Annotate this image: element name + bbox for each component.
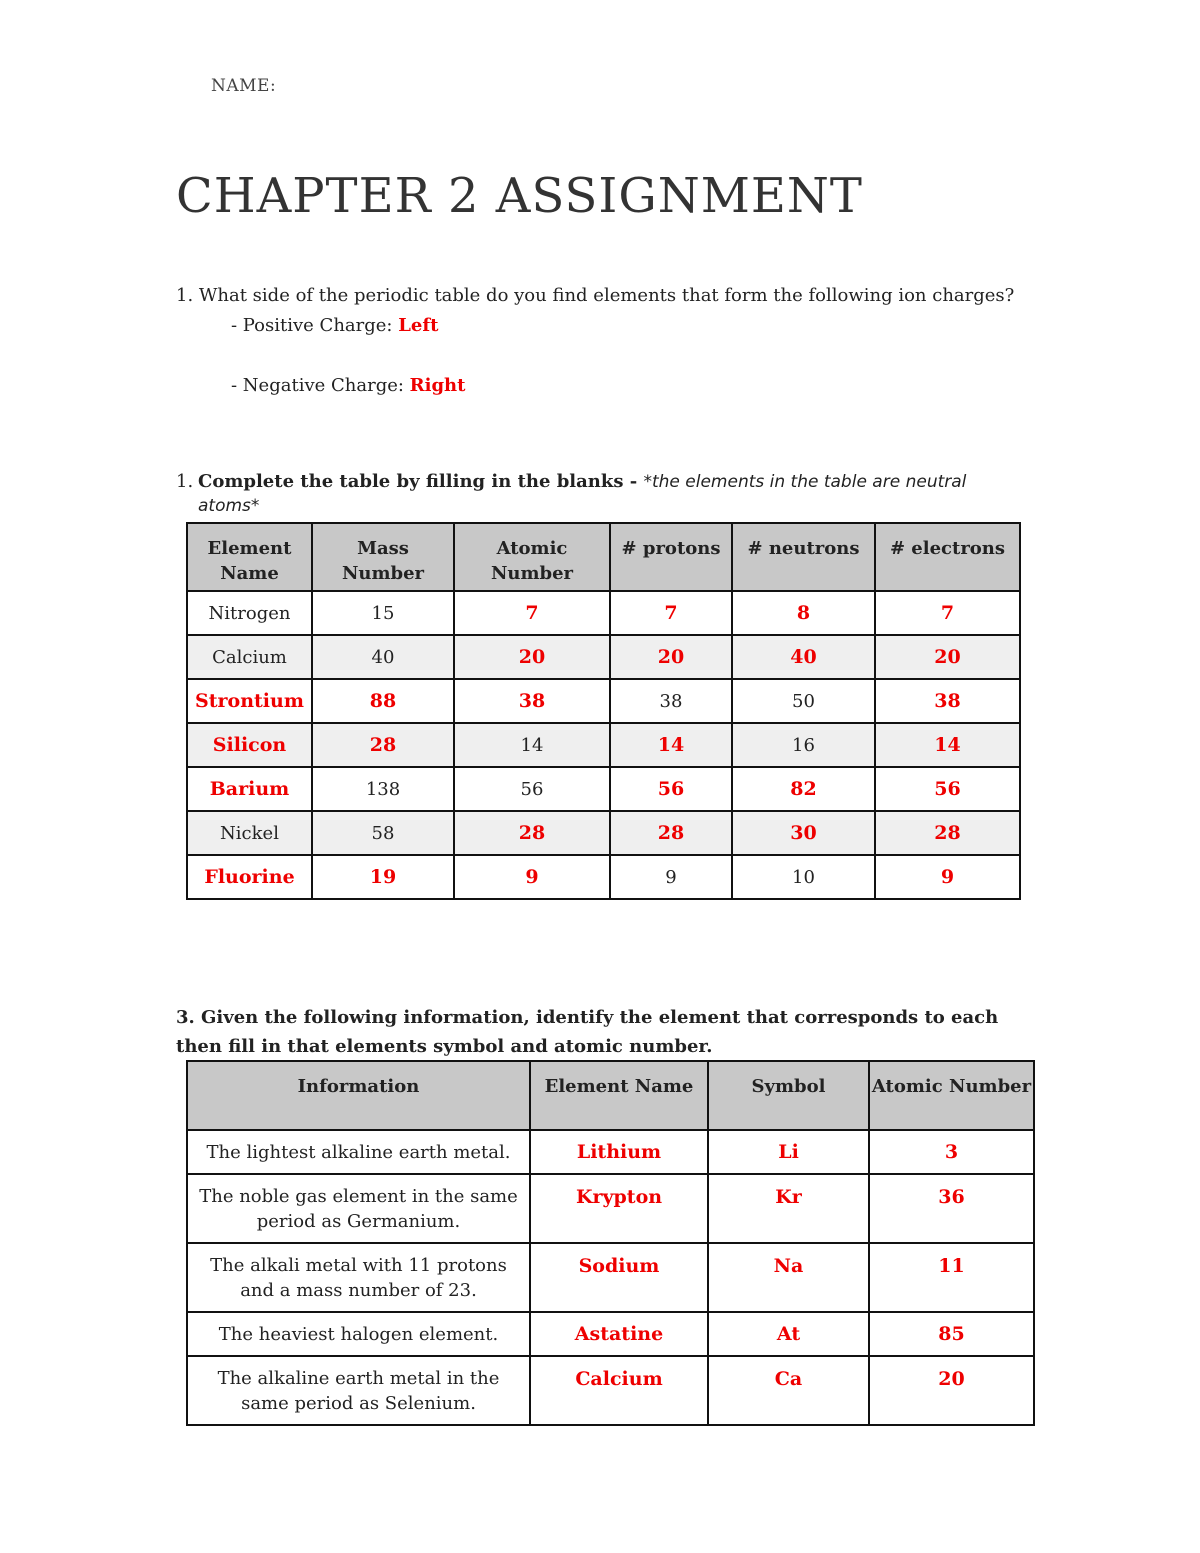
info-table-header-cell: Information [187,1061,530,1130]
given-cell: 38 [610,679,732,723]
info-table-header-cell: Symbol [708,1061,869,1130]
answer-cell: 38 [875,679,1020,723]
element-table-header-cell: Mass Number [312,523,454,591]
answer-number-cell: 85 [869,1312,1034,1356]
info-cell: The noble gas element in the same period as Germanium. [187,1174,530,1243]
element-table-header-row [187,523,1020,591]
answer-cell: 20 [610,635,732,679]
answer-cell: Fluorine [187,855,312,899]
table-row [187,1312,1034,1356]
answer-cell: Barium [187,767,312,811]
question-1-prompt: 1. What side of the periodic table do you find elements that form the following ion charges? [176,285,1015,306]
answer-cell: 28 [875,811,1020,855]
answer-cell: 38 [454,679,610,723]
answer-symbol-cell: Na [708,1243,869,1312]
table-row [187,811,1020,855]
table-row [187,723,1020,767]
given-cell: Nitrogen [187,591,312,635]
answer-cell: 56 [610,767,732,811]
answer-cell: 28 [610,811,732,855]
answer-name-cell: Krypton [530,1174,708,1243]
answer-cell: 40 [732,635,875,679]
info-table-header-row [187,1061,1034,1130]
element-table-header-cell: # neutrons [732,523,875,591]
answer-cell: 14 [875,723,1020,767]
answer-cell: 88 [312,679,454,723]
question-2-italic-text: *the elements in the table are neutral [643,472,967,492]
question-3-prompt: 3. Given the following information, identify the element that corresponds to each then fill in that elements symbol and atomic number. [176,1007,999,1057]
info-cell: The alkaline earth metal in the same period as Selenium. [187,1356,530,1425]
given-cell: 10 [732,855,875,899]
answer-cell: Silicon [187,723,312,767]
table-row [187,635,1020,679]
answer-number-cell: 20 [869,1356,1034,1425]
answer-cell: 7 [610,591,732,635]
info-table-body [187,1130,1034,1425]
answer-cell: 7 [875,591,1020,635]
answer-symbol-cell: Kr [708,1174,869,1243]
given-cell: 9 [610,855,732,899]
answer-cell: 28 [454,811,610,855]
positive-charge-line [231,315,438,336]
answer-cell: 82 [732,767,875,811]
answer-name-cell: Astatine [530,1312,708,1356]
element-table-header-cell: # protons [610,523,732,591]
negative-charge-label: - Negative Charge: [231,375,410,396]
answer-cell: 9 [875,855,1020,899]
page-title: CHAPTER 2 ASSIGNMENT [176,168,863,224]
answer-cell: 20 [454,635,610,679]
given-cell: 58 [312,811,454,855]
name-label: NAME: [211,76,277,96]
answer-cell: 30 [732,811,875,855]
answer-cell: 20 [875,635,1020,679]
info-cell: The lightest alkaline earth metal. [187,1130,530,1174]
positive-charge-label: - Positive Charge: [231,315,399,336]
element-table-header-cell: # electrons [875,523,1020,591]
answer-number-cell: 36 [869,1174,1034,1243]
negative-charge-line [231,375,465,396]
answer-cell: 14 [610,723,732,767]
answer-cell: 56 [875,767,1020,811]
question-2-number: 1. [176,471,194,492]
answer-symbol-cell: Li [708,1130,869,1174]
answer-cell: 8 [732,591,875,635]
element-table-body [187,591,1020,899]
element-table [186,522,1021,900]
info-cell: The heaviest halogen element. [187,1312,530,1356]
question-2-prompt [176,467,1026,497]
table-row [187,1130,1034,1174]
given-cell: 40 [312,635,454,679]
table-row [187,679,1020,723]
table-row [187,1243,1034,1312]
answer-name-cell: Calcium [530,1356,708,1425]
given-cell: 138 [312,767,454,811]
answer-symbol-cell: Ca [708,1356,869,1425]
element-table-header-cell: Element Name [187,523,312,591]
question-2-bold-text: Complete the table by filling in the blanks - [198,471,644,492]
answer-cell: 7 [454,591,610,635]
answer-number-cell: 3 [869,1130,1034,1174]
given-cell: 16 [732,723,875,767]
table-row [187,591,1020,635]
info-table-header-cell: Element Name [530,1061,708,1130]
answer-cell: 19 [312,855,454,899]
answer-cell: Strontium [187,679,312,723]
table-row [187,1174,1034,1243]
given-cell: Calcium [187,635,312,679]
info-table [186,1060,1035,1426]
negative-charge-answer: Right [409,375,466,396]
answer-symbol-cell: At [708,1312,869,1356]
table-row [187,1356,1034,1425]
answer-name-cell: Lithium [530,1130,708,1174]
info-cell: The alkali metal with 11 protons and a mass number of 23. [187,1243,530,1312]
element-table-header-cell: Atomic Number [454,523,610,591]
answer-cell: 28 [312,723,454,767]
given-cell: Nickel [187,811,312,855]
answer-name-cell: Sodium [530,1243,708,1312]
answer-number-cell: 11 [869,1243,1034,1312]
given-cell: 56 [454,767,610,811]
answer-cell: 9 [454,855,610,899]
question-2-italic-continuation: atoms* [198,496,260,516]
info-table-header-cell: Atomic Number [869,1061,1034,1130]
table-row [187,855,1020,899]
given-cell: 50 [732,679,875,723]
given-cell: 15 [312,591,454,635]
table-row [187,767,1020,811]
positive-charge-answer: Left [398,315,439,336]
given-cell: 14 [454,723,610,767]
